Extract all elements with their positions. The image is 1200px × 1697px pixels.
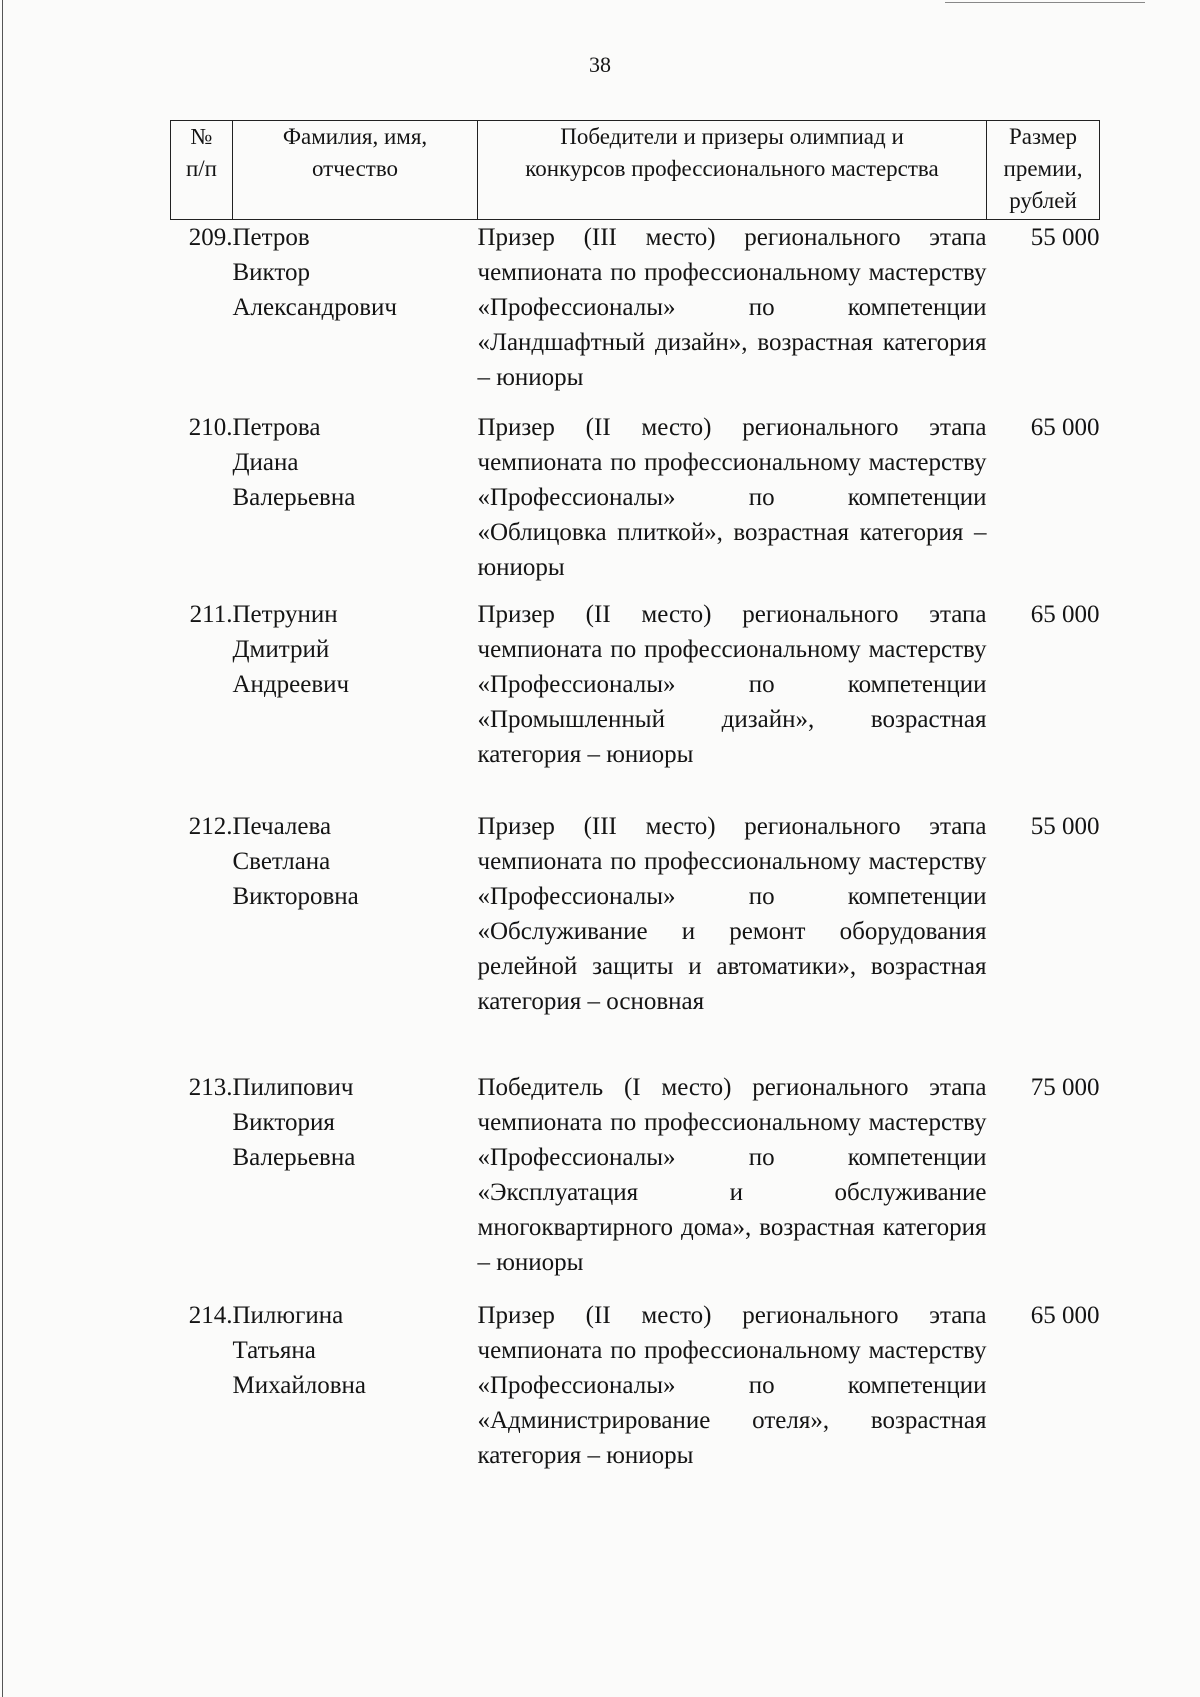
surname: Петров bbox=[232, 224, 310, 251]
row-number: 210. bbox=[188, 413, 233, 441]
row-description: Призер (III место) регионального этапа чемпионата по профессиональному мастерству «Профессионалы» по компетенции «Обслуживание и ремонт оборудования релейной защиты и автоматики», возрастная категория – основная bbox=[477, 812, 987, 1015]
table-header-row bbox=[171, 121, 1100, 220]
header-amount-line: Размер bbox=[1008, 124, 1078, 149]
surname: Пилюгина bbox=[232, 1301, 344, 1329]
header-amount-line: рублей bbox=[1009, 188, 1077, 213]
row-full-name bbox=[233, 1070, 478, 1298]
row-description: Призер (III место) регионального этапа чемпионата по профессиональному мастерству «Профессионалы» по компетенции «Ландшафтный дизайн», возрастная категория – юниоры bbox=[477, 224, 987, 391]
page-edge-line bbox=[2, 0, 3, 1697]
table-row bbox=[171, 1298, 1100, 1488]
row-full-name bbox=[233, 410, 478, 597]
header-description-line: Победители и призеры олимпиад и bbox=[560, 124, 904, 149]
first-name: Виктор bbox=[232, 259, 310, 286]
header-name bbox=[233, 121, 478, 220]
row-description: Призер (II место) регионального этапа чемпионата по профессиональному мастерству «Профессионалы» по компетенции «Промышленный дизайн», возрастная категория – юниоры bbox=[477, 600, 987, 768]
table-row bbox=[171, 410, 1100, 597]
table-row bbox=[171, 220, 1100, 410]
table-row bbox=[171, 597, 1100, 809]
surname: Петрунин bbox=[232, 600, 338, 628]
row-amount: 65 000 bbox=[1030, 1301, 1100, 1329]
row-amount: 55 000 bbox=[1030, 812, 1100, 840]
row-full-name bbox=[233, 809, 478, 1070]
row-description: Победитель (I место) регионального этапа чемпионата по профессиональному мастерству «Профессионалы» по компетенции «Эксплуатация и обслуживание многоквартирного дома», возрастная категория – юниоры bbox=[477, 1073, 987, 1276]
header-description bbox=[478, 121, 987, 220]
patronymic: Валерьевна bbox=[232, 1143, 356, 1171]
first-name: Дмитрий bbox=[232, 635, 330, 663]
row-full-name bbox=[233, 1298, 478, 1488]
row-description: Призер (II место) регионального этапа чемпионата по профессиональному мастерству «Профессионалы» по компетенции «Администрирование отеля», возрастная категория – юниоры bbox=[477, 1301, 987, 1469]
header-description-line: конкурсов профессионального мастерства bbox=[525, 156, 939, 181]
first-name: Диана bbox=[232, 448, 299, 476]
row-number: 209. bbox=[188, 224, 233, 251]
page-number: 38 bbox=[589, 52, 611, 77]
first-name: Виктория bbox=[232, 1108, 335, 1136]
surname: Петрова bbox=[232, 413, 321, 441]
patronymic: Валерьевна bbox=[232, 483, 356, 511]
header-name-line: отчество bbox=[311, 156, 399, 181]
awards-table bbox=[170, 120, 1100, 1488]
row-description: Призер (II место) регионального этапа чемпионата по профессиональному мастерству «Профессионалы» по компетенции «Облицовка плиткой», возрастная категория – юниоры bbox=[477, 413, 987, 581]
patronymic: Андреевич bbox=[232, 670, 350, 698]
surname: Печалева bbox=[232, 812, 332, 840]
header-amount-line: премии, bbox=[1003, 156, 1083, 181]
header-name-line: Фамилия, имя, bbox=[282, 124, 428, 149]
header-amount bbox=[987, 121, 1100, 220]
row-number: 214. bbox=[188, 1301, 233, 1329]
header-num bbox=[171, 121, 233, 220]
page-top-line bbox=[945, 2, 1145, 3]
row-amount: 75 000 bbox=[1030, 1073, 1100, 1101]
patronymic: Викторовна bbox=[232, 882, 359, 910]
header-num-line: № bbox=[190, 124, 213, 149]
row-full-name bbox=[233, 597, 478, 809]
first-name: Светлана bbox=[232, 847, 331, 875]
row-full-name bbox=[233, 220, 478, 410]
table-row bbox=[171, 809, 1100, 1070]
row-number: 211. bbox=[189, 600, 233, 628]
row-amount: 65 000 bbox=[1030, 413, 1100, 441]
patronymic: Михайловна bbox=[232, 1371, 367, 1399]
row-amount: 65 000 bbox=[1030, 600, 1100, 628]
row-amount: 55 000 bbox=[1030, 224, 1100, 251]
row-number: 212. bbox=[188, 812, 233, 840]
table-row bbox=[171, 1070, 1100, 1298]
patronymic: Александрович bbox=[232, 294, 398, 321]
surname: Пилипович bbox=[232, 1073, 354, 1101]
row-number: 213. bbox=[188, 1073, 233, 1101]
first-name: Татьяна bbox=[232, 1336, 316, 1364]
header-num-line: п/п bbox=[185, 156, 217, 181]
